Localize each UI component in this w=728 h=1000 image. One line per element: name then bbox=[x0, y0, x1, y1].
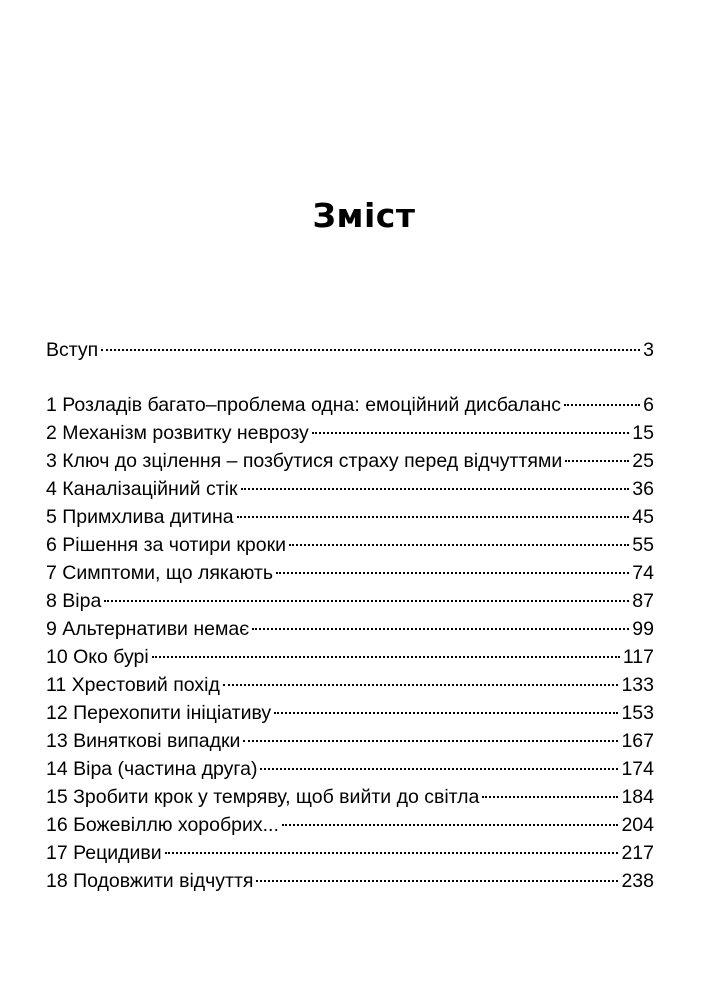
dot-leader bbox=[223, 684, 619, 686]
dot-leader bbox=[282, 824, 619, 826]
toc-entry-label: 14 Віра (частина друга) bbox=[46, 758, 258, 780]
toc-entry-page: 174 bbox=[621, 758, 654, 780]
dot-leader bbox=[237, 516, 630, 518]
toc-entry-page: 133 bbox=[621, 674, 654, 696]
toc-entry-chapter-9 bbox=[46, 615, 654, 643]
toc-entry-label: 5 Примхлива дитина bbox=[46, 506, 234, 528]
dot-leader bbox=[260, 768, 618, 770]
toc-entry-chapter-18 bbox=[46, 867, 654, 895]
toc-entry-page: 87 bbox=[632, 590, 654, 612]
toc-entry-page: 99 bbox=[632, 618, 654, 640]
toc-entry-page: 153 bbox=[621, 702, 654, 724]
toc-entry-page: 45 bbox=[632, 506, 654, 528]
toc-entry-chapter-8 bbox=[46, 587, 654, 615]
toc-entry-label: Вступ bbox=[46, 339, 99, 361]
toc-entry-chapter-13 bbox=[46, 727, 654, 755]
toc-entry-page: 204 bbox=[621, 814, 654, 836]
toc-entry-label: 9 Альтернативи немає bbox=[46, 618, 250, 640]
toc-entry-chapter-5 bbox=[46, 503, 654, 531]
dot-leader bbox=[564, 404, 640, 406]
toc-entry-chapter-16 bbox=[46, 811, 654, 839]
toc-entry-label: 11 Хрестовий похід bbox=[46, 674, 220, 696]
dot-leader bbox=[482, 796, 618, 798]
toc-entry-page: 15 bbox=[632, 422, 654, 444]
toc-entry-label: 12 Перехопити ініціативу bbox=[46, 702, 272, 724]
dot-leader bbox=[243, 740, 618, 742]
toc-entry-chapter-1 bbox=[46, 391, 654, 419]
toc-entry-label: 18 Подовжити відчуття bbox=[46, 870, 254, 892]
dot-leader bbox=[101, 349, 640, 351]
dot-leader bbox=[165, 852, 619, 854]
dot-leader bbox=[276, 572, 629, 574]
toc-entry-page: 55 bbox=[632, 534, 654, 556]
dot-leader bbox=[289, 544, 629, 546]
toc-entry-label: 13 Виняткові випадки bbox=[46, 730, 241, 752]
toc-entry-label: 15 Зробити крок у темряву, щоб вийти до світла bbox=[46, 786, 480, 808]
toc-entry-chapter-2 bbox=[46, 419, 654, 447]
dot-leader bbox=[565, 460, 629, 462]
toc-entry-chapter-6 bbox=[46, 531, 654, 559]
toc-entry-label: 2 Механізм розвитку неврозу bbox=[46, 422, 309, 444]
toc-entry-page: 6 bbox=[643, 394, 654, 416]
dot-leader bbox=[252, 628, 629, 630]
toc-entry-label: 1 Розладів багато–проблема одна: емоційний дисбаланс bbox=[46, 394, 562, 416]
toc-entry-chapter-17 bbox=[46, 839, 654, 867]
dot-leader bbox=[256, 880, 618, 882]
dot-leader bbox=[152, 656, 620, 658]
toc-entry-chapter-3 bbox=[46, 447, 654, 475]
toc-entry-label: 8 Віра bbox=[46, 590, 102, 612]
toc-entry-chapter-15 bbox=[46, 783, 654, 811]
toc-entry-label: 16 Божевіллю хоробрих... bbox=[46, 814, 279, 836]
toc-entry-page: 25 bbox=[632, 450, 654, 472]
toc-entry-chapter-14 bbox=[46, 755, 654, 783]
dot-leader bbox=[274, 712, 618, 714]
toc-entry-label: 3 Ключ до зцілення – позбутися страху перед відчуттями bbox=[46, 450, 563, 472]
toc-entry-label: 6 Рішення за чотири кроки bbox=[46, 534, 287, 556]
toc-entry-page: 74 bbox=[632, 562, 654, 584]
toc-entry-chapter-4 bbox=[46, 475, 654, 503]
toc-entry-intro bbox=[46, 336, 654, 364]
toc-entry-label: 4 Каналізаційний стік bbox=[46, 478, 238, 500]
toc-entry-page: 167 bbox=[621, 730, 654, 752]
toc-entry-page: 36 bbox=[632, 478, 654, 500]
toc-entry-label: 10 Око бурі bbox=[46, 646, 149, 668]
toc-entry-chapter-12 bbox=[46, 699, 654, 727]
toc-entry-chapter-10 bbox=[46, 643, 654, 671]
toc-entry-page: 184 bbox=[621, 786, 654, 808]
toc-entry-page: 117 bbox=[622, 646, 654, 668]
toc-entry-page: 3 bbox=[643, 339, 654, 361]
toc-entry-label: 7 Симптоми, що лякають bbox=[46, 562, 274, 584]
toc-entry-page: 238 bbox=[621, 870, 654, 892]
table-of-contents bbox=[46, 336, 654, 895]
toc-entry-chapter-11 bbox=[46, 671, 654, 699]
toc-entry-page: 217 bbox=[621, 842, 654, 864]
dot-leader bbox=[241, 488, 630, 490]
toc-entry-chapter-7 bbox=[46, 559, 654, 587]
dot-leader bbox=[312, 432, 629, 434]
dot-leader bbox=[104, 600, 629, 602]
page-title: Зміст bbox=[312, 196, 416, 235]
toc-entry-label: 17 Рецидиви bbox=[46, 842, 162, 864]
